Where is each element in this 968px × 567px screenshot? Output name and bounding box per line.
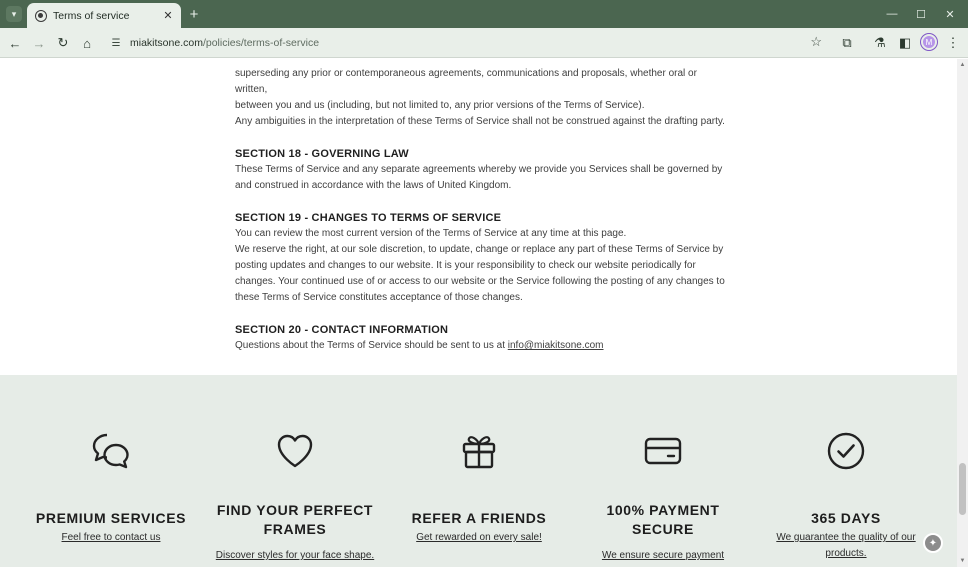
feature-title: REFER A FRIENDS xyxy=(411,510,547,526)
gift-icon xyxy=(459,431,499,471)
credit-card-icon xyxy=(643,431,683,471)
extensions-puzzle-icon[interactable]: ⧉ xyxy=(842,35,852,50)
scroll-down-arrow-icon[interactable]: ▼ xyxy=(959,557,966,564)
url-path: /policies/terms-of-service xyxy=(202,37,320,49)
labs-flask-icon[interactable]: ⚗ xyxy=(874,35,886,50)
feature-title: 100% PAYMENT SECURE xyxy=(606,502,720,537)
section-20-body xyxy=(235,338,725,354)
feature-link[interactable]: Feel free to contact us xyxy=(61,532,161,543)
reload-icon[interactable]: ↻ xyxy=(57,35,69,50)
minimize-icon[interactable]: — xyxy=(886,8,898,20)
tab-search-chevron-icon[interactable]: ▾ xyxy=(6,6,22,22)
check-circle-icon xyxy=(826,431,866,471)
intro-line-3: Any ambiguities in the interpretation of these Terms of Service shall not be construed against the drafting party. xyxy=(235,116,725,127)
intro-line-2: between you and us (including, but not limited to, any prior versions of the Terms of Service). xyxy=(235,100,645,111)
chat-widget-icon[interactable]: ✦ xyxy=(923,533,943,553)
feature-link[interactable]: Discover styles for your face shape. xyxy=(215,550,375,561)
chat-bubbles-icon xyxy=(91,431,131,471)
active-tab[interactable] xyxy=(27,3,181,28)
tab-strip xyxy=(0,0,968,28)
section-19-line-1: You can review the most current version of the Terms of Service at any time at this page. xyxy=(235,228,627,239)
feature-title: PREMIUM SERVICES xyxy=(35,510,187,526)
maximize-icon[interactable]: ☐ xyxy=(916,8,926,21)
page-viewport xyxy=(0,59,957,567)
section-18-body: These Terms of Service and any separate agreements whereby we provide you Services shall be governed by and construed in accordance with the laws of United Kingdom. xyxy=(235,164,723,191)
scroll-up-arrow-icon[interactable]: ▲ xyxy=(959,61,966,68)
page-scrollbar[interactable] xyxy=(957,59,968,567)
url-text xyxy=(130,37,319,49)
home-icon[interactable]: ⌂ xyxy=(83,35,91,51)
feature-link[interactable]: We guarantee the quality of our products. xyxy=(776,532,916,559)
section-19-heading: SECTION 19 - CHANGES TO TERMS OF SERVICE xyxy=(235,212,502,224)
side-panel-icon[interactable]: ◧ xyxy=(898,35,912,50)
intro-line-1: superseding any prior or contemporaneous agreements, communications and proposals, whether oral or written, xyxy=(235,68,697,95)
feature-link[interactable]: We ensure secure payment xyxy=(601,550,725,561)
tab-title: Terms of service xyxy=(53,9,130,22)
section-19-line-2: We reserve the right, at our sole discretion, to update, change or replace any part of these Terms of Service by posting updates and changes to our website. It is your responsibility to check our website periodically for changes. Your continued use of or access to our website or the Service following the posting of any changes to these Terms of Service constitutes acceptance of those changes. xyxy=(235,244,725,303)
bookmark-star-icon[interactable]: ☆ xyxy=(810,34,822,49)
profile-avatar[interactable]: M xyxy=(921,34,937,50)
site-favicon-icon xyxy=(35,10,47,22)
tab-close-icon[interactable]: ✕ xyxy=(163,10,173,22)
terms-hidden-line xyxy=(235,59,725,66)
address-bar[interactable] xyxy=(102,31,830,55)
kebab-menu-icon[interactable]: ⋮ xyxy=(946,35,960,50)
section-18-heading: SECTION 18 - GOVERNING LAW xyxy=(235,148,409,160)
back-arrow-icon[interactable]: ← xyxy=(8,35,22,51)
section-20-heading: SECTION 20 - CONTACT INFORMATION xyxy=(235,324,449,336)
scrollbar-thumb[interactable] xyxy=(959,463,966,515)
terms-content xyxy=(235,59,725,354)
forward-arrow-icon[interactable]: → xyxy=(32,35,46,51)
features-band xyxy=(0,375,957,567)
contact-email-link[interactable]: info@miakitsone.com xyxy=(507,340,604,351)
close-window-icon[interactable]: ✕ xyxy=(945,8,955,21)
site-info-icon[interactable]: ☰ xyxy=(111,37,121,49)
heart-icon xyxy=(275,431,315,471)
url-host: miakitsone.com xyxy=(130,37,203,49)
plus-icon[interactable]: + xyxy=(189,5,199,23)
section-20-text: Questions about the Terms of Service should be sent to us at xyxy=(235,340,505,351)
feature-title: 365 DAYS xyxy=(811,510,881,526)
browser-toolbar xyxy=(0,28,968,58)
feature-link[interactable]: Get rewarded on every sale! xyxy=(416,532,542,543)
feature-title: FIND YOUR PERFECT FRAMES xyxy=(216,502,374,537)
